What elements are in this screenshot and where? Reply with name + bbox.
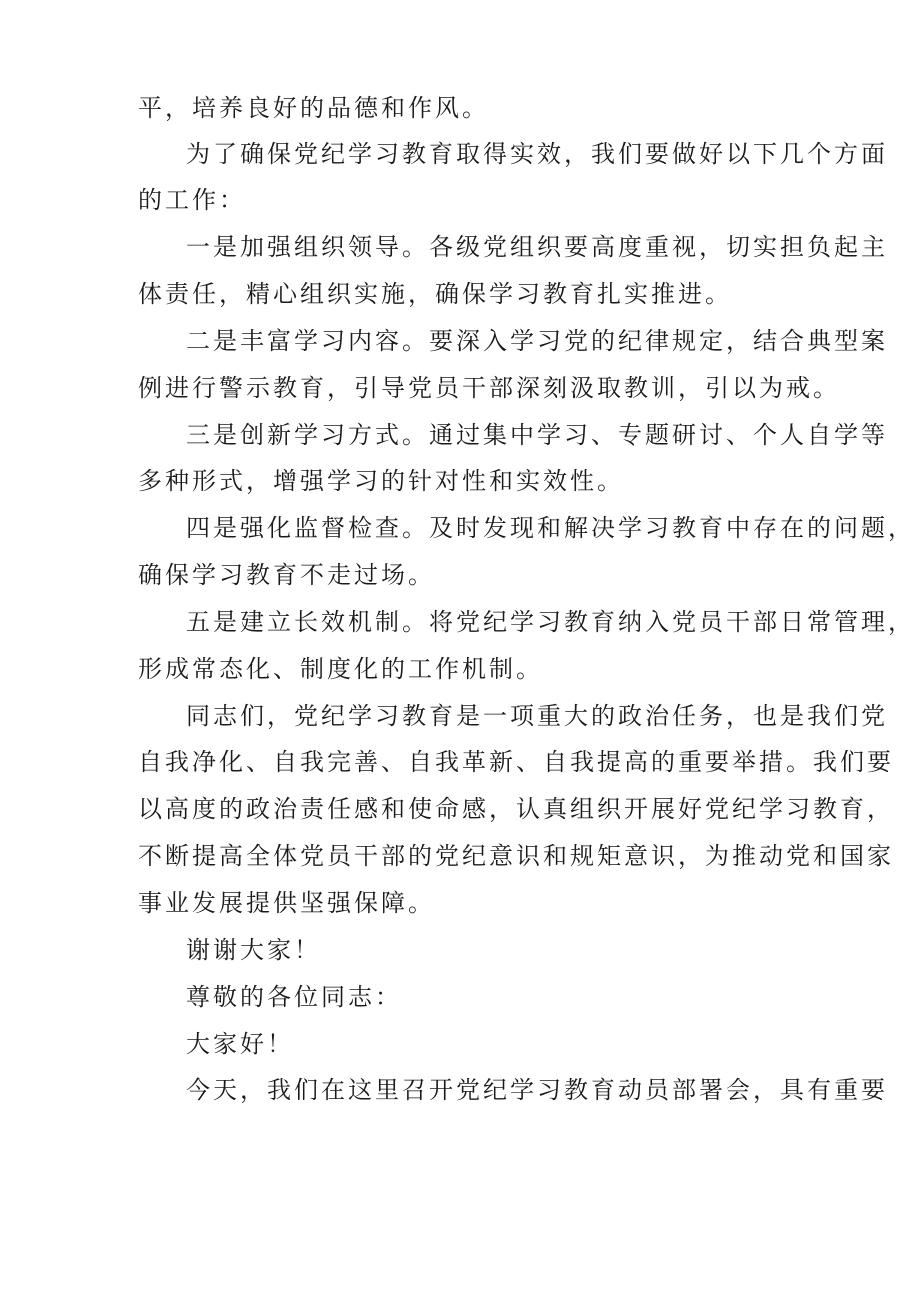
text-line: 尊敬的各位同志：	[186, 983, 402, 1011]
text-line: 今天，我们在这里召开党纪学习教育动员部署会，具有重要	[186, 1076, 888, 1104]
text-line: 确保学习教育不走过场。	[138, 561, 435, 589]
text-line: 事业发展提供坚强保障。	[138, 889, 435, 917]
text-line: 体责任，精心组织实施，确保学习教育扎实推进。	[138, 280, 732, 308]
text-line: 大家好！	[186, 1030, 294, 1058]
text-line: 谢谢大家！	[186, 936, 321, 964]
text-line: 二是丰富学习内容。要深入学习党的纪律规定，结合典型案	[186, 327, 888, 355]
text-line: 不断提高全体党员干部的党纪意识和规矩意识，为推动党和国家	[138, 842, 894, 870]
text-line: 的工作：	[138, 186, 246, 214]
text-line: 多种形式，增强学习的针对性和实效性。	[138, 467, 624, 495]
text-line: 同志们，党纪学习教育是一项重大的政治任务，也是我们党	[186, 702, 888, 730]
text-line: 平，培养良好的品德和作风。	[138, 94, 489, 122]
text-line: 形成常态化、制度化的工作机制。	[138, 655, 543, 683]
text-line: 为了确保党纪学习教育取得实效，我们要做好以下几个方面	[186, 140, 888, 168]
text-line: 三是创新学习方式。通过集中学习、专题研讨、个人自学等	[186, 421, 888, 449]
text-line: 五是建立长效机制。将党纪学习教育纳入党员干部日常管理，	[186, 608, 915, 636]
text-line: 四是强化监督检查。及时发现和解决学习教育中存在的问题，	[186, 514, 915, 542]
text-line: 一是加强组织领导。各级党组织要高度重视，切实担负起主	[186, 233, 888, 261]
text-line: 自我净化、自我完善、自我革新、自我提高的重要举措。我们要	[138, 748, 894, 776]
text-line: 例进行警示教育，引导党员干部深刻汲取教训，引以为戒。	[138, 374, 840, 402]
text-line: 以高度的政治责任感和使命感，认真组织开展好党纪学习教育，	[138, 795, 894, 823]
